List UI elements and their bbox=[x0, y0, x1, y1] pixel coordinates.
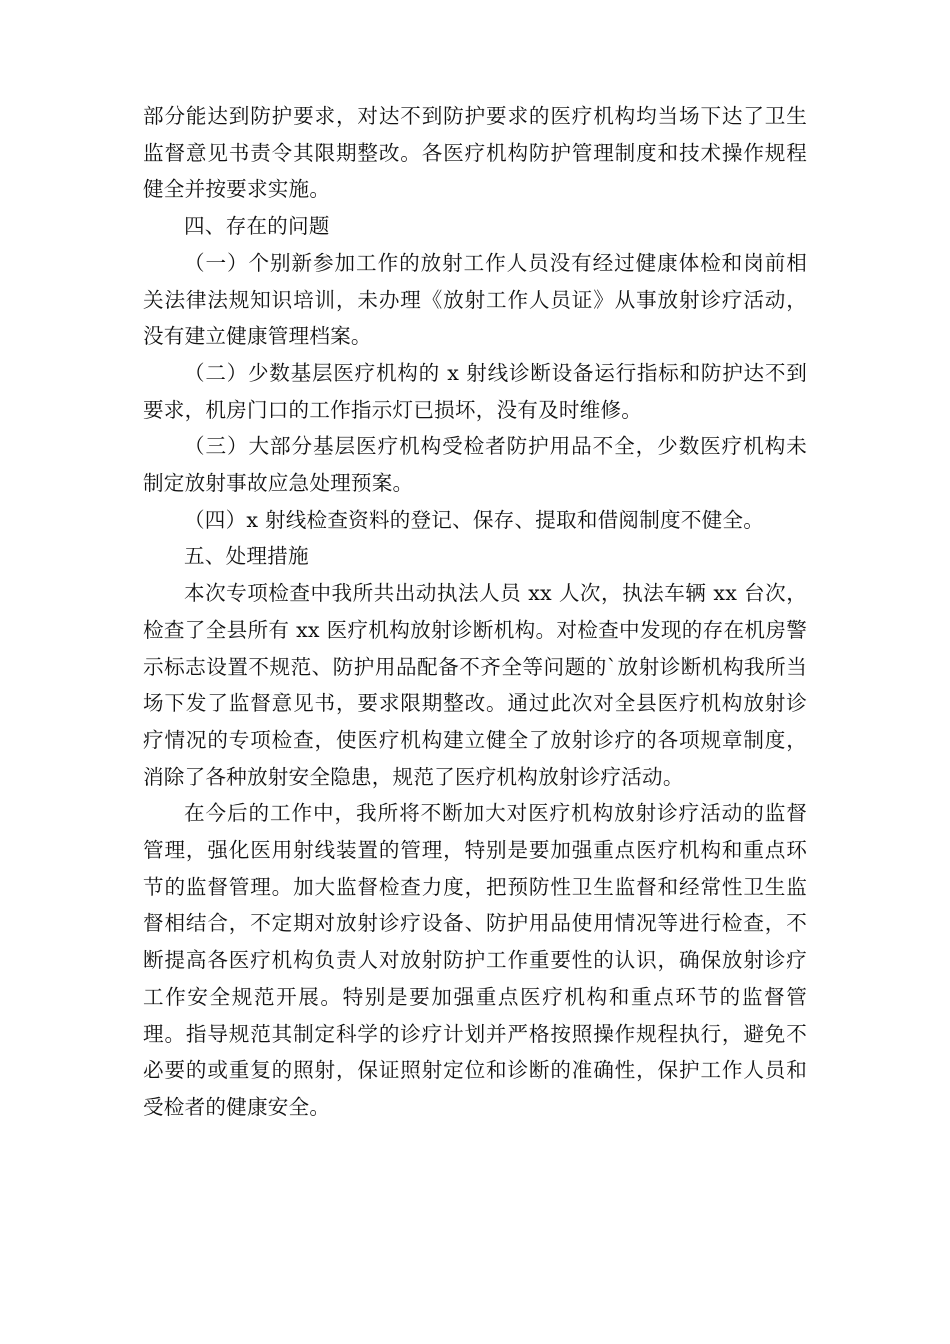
paragraph-problem-2: （二）少数基层医疗机构的 x 射线诊断设备运行指标和防护达不到要求，机房门口的工作指示灯已损坏，没有及时维修。 bbox=[143, 360, 807, 422]
paragraph-future-work: 在今后的工作中，我所将不断加大对医疗机构放射诊疗活动的监督管理，强化医用射线装置的管理，特别是要加强重点医疗机构和重点环节的监督管理。加大监督检查力度，把预防性卫生监督和经常性卫生监督相结合，不定期对放射诊疗设备、防护用品使用情况等进行检查，不断提高各医疗机构负责人对放射防护工作重要性的认识，确保放射诊疗工作安全规范开展。特别是要加强重点医疗机构和重点环节的监督管理。指导规范其制定科学的诊疗计划并严格按照操作规程执行，避免不必要的或重复的照射，保证照射定位和诊断的准确性，保护工作人员和受检者的健康安全。 bbox=[143, 801, 807, 1119]
paragraph-problem-3: （三）大部分基层医疗机构受检者防护用品不全，少数医疗机构未制定放射事故应急处理预案。 bbox=[143, 434, 807, 496]
paragraph-problem-4: （四）x 射线检查资料的登记、保存、提取和借阅制度不健全。 bbox=[184, 507, 764, 532]
section-heading-problems: 四、存在的问题 bbox=[184, 214, 330, 239]
paragraph-measures: 本次专项检查中我所共出动执法人员 xx 人次，执法车辆 xx 台次，检查了全县所有 xx 医疗机构放射诊断机构。对检查中发现的存在机房警示标志设置不规范、防护用品配备不齐全等问题的`放射诊断机构我所当场下发了监督意见书，要求限期整改。通过此次对全县医疗机构放射诊疗情况的专项检查，使医疗机构建立健全了放射诊疗的各项规章制度，消除了各种放射安全隐患，规范了医疗机构放射诊疗活动。 bbox=[143, 581, 807, 789]
document-body bbox=[143, 98, 807, 1126]
section-heading-measures: 五、处理措施 bbox=[184, 544, 309, 569]
paragraph-continuation: 部分能达到防护要求，对达不到防护要求的医疗机构均当场下达了卫生监督意见书责令其限期整改。各医疗机构防护管理制度和技术操作规程健全并按要求实施。 bbox=[143, 104, 807, 202]
paragraph-problem-1: （一）个别新参加工作的放射工作人员没有经过健康体检和岗前相关法律法规知识培训，未办理《放射工作人员证》从事放射诊疗活动，没有建立健康管理档案。 bbox=[143, 250, 807, 349]
